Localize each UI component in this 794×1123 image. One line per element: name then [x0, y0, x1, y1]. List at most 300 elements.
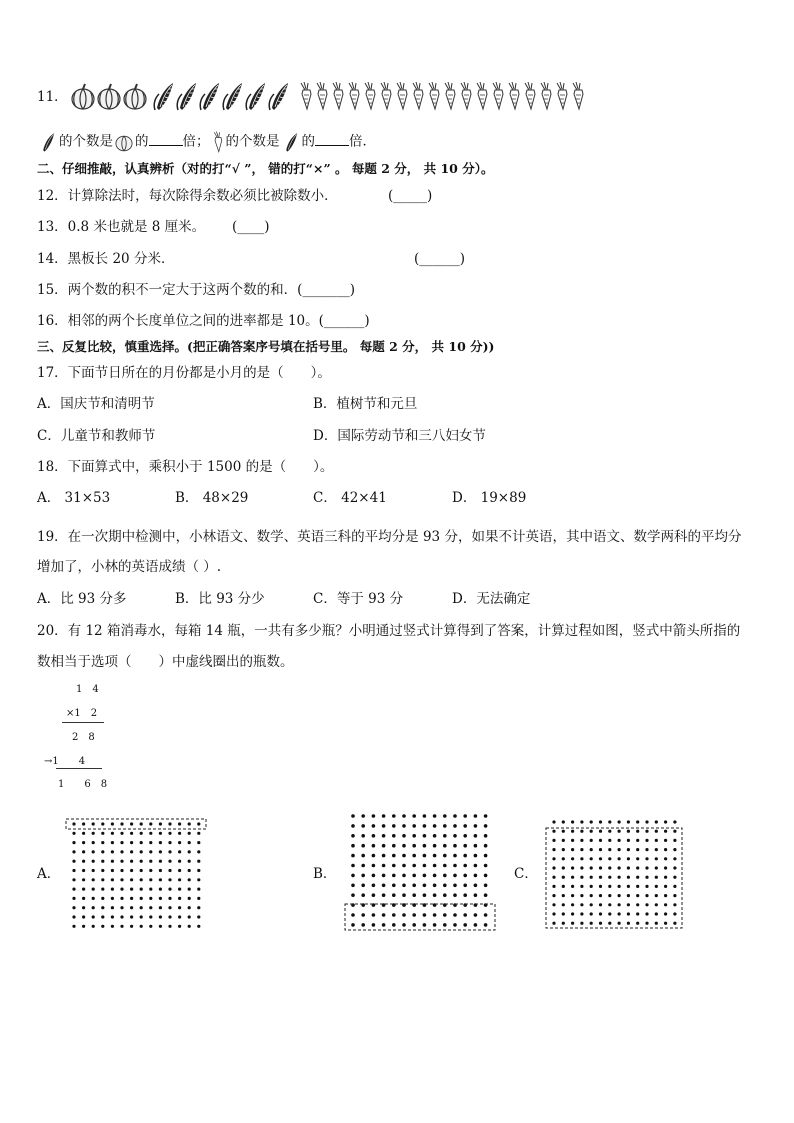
- bottle-dot: [372, 884, 376, 888]
- bottle-dot: [571, 848, 574, 851]
- q17-option-c[interactable]: C．儿童节和教师节: [37, 428, 156, 444]
- bottle-dot: [453, 923, 457, 927]
- bottle-dot: [627, 922, 630, 925]
- bottle-dot: [82, 850, 85, 853]
- bottle-dot: [72, 860, 75, 863]
- q18-option-b[interactable]: B． 48×29: [175, 490, 249, 506]
- bottle-dot: [443, 834, 447, 838]
- bottle-dot: [664, 922, 667, 925]
- bottle-dot: [608, 922, 611, 925]
- dashed-circle-bottom-rows: [345, 904, 495, 930]
- bottle-dot: [443, 893, 447, 897]
- q20-option-a-label[interactable]: A．: [37, 866, 61, 882]
- bottle-dot: [608, 885, 611, 888]
- bottle-dot: [188, 822, 191, 825]
- bottle-dot: [590, 848, 593, 851]
- bottle-dot: [120, 915, 123, 918]
- bottle-dot: [590, 885, 593, 888]
- q11-text-b: 的: [135, 133, 149, 150]
- bottle-dot: [484, 913, 488, 917]
- bottle-dot: [412, 874, 416, 878]
- bottle-dot: [608, 857, 611, 860]
- bottle-dot: [382, 854, 386, 858]
- q19-option-b[interactable]: B．比 93 分少: [175, 591, 265, 607]
- pumpkin-icon-row: [70, 82, 148, 112]
- bottle-dot: [645, 894, 648, 897]
- bottle-dot: [645, 885, 648, 888]
- corn-icon-row: [153, 80, 293, 112]
- bottle-dot: [412, 923, 416, 927]
- bottle-dot: [382, 874, 386, 878]
- bottle-dot: [412, 814, 416, 818]
- q18-option-c[interactable]: C． 42×41: [313, 490, 387, 506]
- bottle-dot: [636, 820, 639, 823]
- section2-title: 二、仔细推敲，认真辨析（对的打“√ ”， 错的打“×” 。 每题 2 分， 共 10 分）。: [37, 161, 494, 176]
- bottle-dot: [433, 874, 437, 878]
- bottle-dot: [159, 888, 162, 891]
- bottle-dot: [618, 885, 621, 888]
- bottle-dot: [590, 830, 593, 833]
- bottle-dot: [120, 869, 123, 872]
- dashed-circle-top-row: [66, 819, 206, 829]
- bottle-dot: [149, 915, 152, 918]
- bottle-dot: [82, 860, 85, 863]
- bottle-dot: [580, 848, 583, 851]
- q19-option-a[interactable]: A．比 93 分多: [37, 591, 127, 607]
- bottle-dot: [552, 903, 555, 906]
- bottle-dot: [168, 888, 171, 891]
- bottle-dot: [149, 850, 152, 853]
- bottle-dot: [372, 814, 376, 818]
- bottle-dot: [140, 860, 143, 863]
- bottle-dot: [101, 860, 104, 863]
- bottle-dot: [433, 913, 437, 917]
- bottle-dot: [92, 822, 95, 825]
- bottle-dot: [197, 897, 200, 900]
- bottle-dot: [178, 897, 181, 900]
- bottle-dot: [618, 922, 621, 925]
- bottle-dot: [178, 860, 181, 863]
- bottle-dot: [443, 923, 447, 927]
- bottle-dot: [140, 850, 143, 853]
- bottle-dot: [111, 925, 114, 928]
- bottle-dot: [72, 925, 75, 928]
- bottle-dot: [188, 897, 191, 900]
- bottle-dot: [72, 832, 75, 835]
- bottle-dot: [423, 884, 427, 888]
- bottle-dot: [484, 864, 488, 868]
- bottle-dot: [655, 839, 658, 842]
- bottle-dot: [82, 878, 85, 881]
- bottle-dot: [463, 913, 467, 917]
- calc-row-4: →1 4: [44, 756, 86, 767]
- bottle-dot: [82, 822, 85, 825]
- bottle-dot: [101, 925, 104, 928]
- bottle-dot: [149, 906, 152, 909]
- bottle-dot: [571, 830, 574, 833]
- bottle-dot: [443, 854, 447, 858]
- bottle-dot: [351, 814, 355, 818]
- bottle-dot: [664, 830, 667, 833]
- bottle-dot: [571, 839, 574, 842]
- bottle-dot: [361, 913, 365, 917]
- bottle-dot: [392, 884, 396, 888]
- bottle-dot: [571, 820, 574, 823]
- bottle-dot: [178, 925, 181, 928]
- q19-option-d[interactable]: D．无法确定: [452, 591, 531, 607]
- bottle-dot: [361, 874, 365, 878]
- carrot-icon-row: [298, 80, 598, 112]
- bottle-dot: [188, 888, 191, 891]
- bottle-dot: [599, 820, 602, 823]
- bottle-dot: [673, 903, 676, 906]
- bottle-dot: [580, 857, 583, 860]
- bottle-dot: [130, 860, 133, 863]
- bottle-dot: [552, 912, 555, 915]
- bottle-dot: [580, 866, 583, 869]
- bottle-dot: [130, 841, 133, 844]
- bottle-dot: [159, 841, 162, 844]
- calc-row-2: ×1 2: [66, 708, 98, 719]
- bottle-dot: [159, 915, 162, 918]
- bottle-dot: [197, 850, 200, 853]
- bottle-dot: [627, 885, 630, 888]
- bottle-dot: [178, 841, 181, 844]
- bottle-dot: [618, 820, 621, 823]
- bottle-dot: [636, 922, 639, 925]
- bottle-dot: [673, 894, 676, 897]
- bottle-dot: [423, 864, 427, 868]
- bottle-dot: [484, 893, 488, 897]
- bottle-dot: [627, 912, 630, 915]
- bottle-dot: [664, 885, 667, 888]
- bottle-dot: [599, 922, 602, 925]
- bottle-dot: [433, 824, 437, 828]
- bottle-dot: [463, 884, 467, 888]
- bottle-dot: [474, 854, 478, 858]
- q11-text-a: 的个数是: [59, 133, 113, 150]
- bottle-dot: [382, 844, 386, 848]
- bottle-dot: [197, 925, 200, 928]
- calc-row-1: 1 4: [76, 684, 99, 695]
- bottle-dot: [159, 897, 162, 900]
- bottle-dot: [402, 864, 406, 868]
- bottle-dot: [168, 850, 171, 853]
- bottle-dot: [580, 912, 583, 915]
- bottle-dot: [140, 897, 143, 900]
- corn-icon: [37, 131, 59, 153]
- bottle-dot: [120, 906, 123, 909]
- q20-text-line1: 20．有 12 箱消毒水，每箱 14 瓶，一共有多少瓶？小明通过竖式计算得到了答案，计算过程如图，竖式中箭头所指的: [37, 623, 741, 639]
- bottle-dot: [599, 876, 602, 879]
- bottle-dot: [372, 834, 376, 838]
- bottle-dot: [562, 885, 565, 888]
- bottle-dot: [82, 832, 85, 835]
- bottle-dot: [188, 841, 191, 844]
- bottle-dot: [372, 893, 376, 897]
- bottle-dot: [673, 857, 676, 860]
- bottle-dot: [463, 864, 467, 868]
- bottle-dot: [453, 913, 457, 917]
- bottle-dot: [608, 839, 611, 842]
- bottle-dot: [178, 888, 181, 891]
- q20-option-c-label[interactable]: C．: [514, 866, 538, 882]
- bottle-dot: [168, 906, 171, 909]
- bottle-dot: [178, 832, 181, 835]
- bottle-dot: [372, 913, 376, 917]
- bottle-dot: [571, 912, 574, 915]
- bottle-dot: [159, 869, 162, 872]
- dot-grid-option-b: [343, 808, 499, 932]
- bottle-dot: [392, 814, 396, 818]
- bottle-dot: [178, 906, 181, 909]
- bottle-dot: [474, 824, 478, 828]
- bottle-dot: [571, 876, 574, 879]
- bottle-dot: [618, 839, 621, 842]
- bottle-dot: [433, 834, 437, 838]
- q13-answer-paren[interactable]: (____): [232, 219, 270, 235]
- section3-title: 三、反复比较，慎重选择。(把正确答案序号填在括号里。 每题 2 分， 共 10 分)): [37, 339, 495, 354]
- bottle-dot: [453, 824, 457, 828]
- bottle-dot: [552, 894, 555, 897]
- bottle-dot: [351, 824, 355, 828]
- dot-grid-option-c: [544, 814, 686, 932]
- bottle-dot: [423, 874, 427, 878]
- bottle-dot: [130, 925, 133, 928]
- bottle-dot: [120, 925, 123, 928]
- bottle-dot: [72, 841, 75, 844]
- bottle-dot: [608, 876, 611, 879]
- bottle-dot: [562, 820, 565, 823]
- bottle-dot: [92, 897, 95, 900]
- bottle-dot: [463, 824, 467, 828]
- bottle-dot: [590, 922, 593, 925]
- bottle-dot: [149, 888, 152, 891]
- bottle-dot: [111, 822, 114, 825]
- bottle-dot: [580, 820, 583, 823]
- bottle-dot: [463, 844, 467, 848]
- q11-text-c: 倍；: [182, 133, 210, 150]
- bottle-dot: [484, 923, 488, 927]
- bottle-dot: [618, 876, 621, 879]
- bottle-dot: [197, 869, 200, 872]
- bottle-dot: [599, 866, 602, 869]
- bottle-dot: [655, 848, 658, 851]
- bottle-dot: [120, 888, 123, 891]
- bottle-dot: [92, 832, 95, 835]
- bottle-dot: [627, 866, 630, 869]
- bottle-dot: [552, 830, 555, 833]
- q11-text-f: 倍．: [349, 133, 376, 150]
- bottle-dot: [608, 866, 611, 869]
- bottle-dot: [664, 839, 667, 842]
- bottle-dot: [351, 834, 355, 838]
- bottle-dot: [443, 884, 447, 888]
- bottle-dot: [636, 903, 639, 906]
- bottle-dot: [361, 814, 365, 818]
- bottle-dot: [72, 850, 75, 853]
- bottle-dot: [361, 884, 365, 888]
- bottle-dot: [599, 839, 602, 842]
- bottle-dot: [608, 848, 611, 851]
- bottle-dot: [159, 878, 162, 881]
- bottle-dot: [599, 857, 602, 860]
- bottle-dot: [149, 832, 152, 835]
- bottle-dot: [92, 925, 95, 928]
- bottle-dot: [636, 857, 639, 860]
- bottle-dot: [453, 834, 457, 838]
- bottle-dot: [562, 912, 565, 915]
- bottle-dot: [636, 848, 639, 851]
- bottle-dot: [590, 857, 593, 860]
- bottle-dot: [351, 864, 355, 868]
- q14-answer-paren[interactable]: (______): [414, 251, 466, 267]
- q12-answer-paren[interactable]: (_____): [388, 188, 433, 204]
- bottle-dot: [188, 906, 191, 909]
- bottle-dot: [130, 906, 133, 909]
- bottle-dot: [474, 814, 478, 818]
- bottle-dot: [443, 824, 447, 828]
- bottle-dot: [562, 839, 565, 842]
- bottle-dot: [673, 912, 676, 915]
- bottle-dot: [111, 915, 114, 918]
- bottle-dot: [463, 854, 467, 858]
- q17-option-a[interactable]: A．国庆节和清明节: [37, 396, 155, 412]
- bottle-dot: [140, 915, 143, 918]
- q11-text-d: 的个数是: [225, 133, 280, 150]
- bottle-dot: [82, 915, 85, 918]
- bottle-dot: [599, 903, 602, 906]
- bottle-dot: [382, 834, 386, 838]
- bottle-dot: [140, 906, 143, 909]
- bottle-dot: [645, 857, 648, 860]
- q11-blank-1[interactable]: [149, 133, 183, 146]
- bottle-dot: [140, 822, 143, 825]
- dashed-circle-ten-rows: [546, 828, 682, 928]
- bottle-dot: [197, 878, 200, 881]
- bottle-dot: [372, 844, 376, 848]
- bottle-dot: [72, 822, 75, 825]
- bottle-dot: [636, 885, 639, 888]
- bottle-dot: [618, 912, 621, 915]
- bottle-dot: [552, 922, 555, 925]
- bottle-dot: [140, 925, 143, 928]
- q19-option-c[interactable]: C．等于 93 分: [313, 591, 404, 607]
- bottle-dot: [636, 894, 639, 897]
- q17-option-b[interactable]: B．植树节和元旦: [313, 396, 418, 412]
- q18-option-a[interactable]: A． 31×53: [37, 490, 111, 506]
- bottle-dot: [361, 864, 365, 868]
- bottle-dot: [351, 884, 355, 888]
- bottle-dot: [608, 912, 611, 915]
- q17-option-d[interactable]: D．国际劳动节和三八妇女节: [313, 428, 486, 444]
- bottle-dot: [443, 913, 447, 917]
- bottle-dot: [645, 839, 648, 842]
- bottle-dot: [484, 834, 488, 838]
- bottle-dot: [412, 913, 416, 917]
- bottle-dot: [188, 860, 191, 863]
- bottle-dot: [608, 830, 611, 833]
- bottle-dot: [101, 841, 104, 844]
- bottle-dot: [402, 884, 406, 888]
- bottle-dot: [664, 848, 667, 851]
- bottle-dot: [673, 820, 676, 823]
- bottle-dot: [580, 922, 583, 925]
- bottle-dot: [627, 820, 630, 823]
- bottle-dot: [453, 884, 457, 888]
- bottle-dot: [101, 869, 104, 872]
- bottle-dot: [655, 866, 658, 869]
- bottle-dot: [372, 874, 376, 878]
- bottle-dot: [361, 824, 365, 828]
- bottle-dot: [197, 915, 200, 918]
- bottle-dot: [618, 857, 621, 860]
- bottle-dot: [402, 923, 406, 927]
- bottle-dot: [168, 878, 171, 881]
- bottle-dot: [552, 839, 555, 842]
- bottle-dot: [636, 912, 639, 915]
- bottle-dot: [552, 885, 555, 888]
- bottle-dot: [351, 893, 355, 897]
- bottle-dot: [402, 854, 406, 858]
- bottle-dot: [140, 888, 143, 891]
- bottle-dot: [474, 844, 478, 848]
- calc-line-1: [62, 722, 104, 723]
- bottle-dot: [361, 834, 365, 838]
- bottle-dot: [361, 923, 365, 927]
- bottle-dot: [423, 814, 427, 818]
- bottle-dot: [111, 860, 114, 863]
- bottle-dot: [627, 839, 630, 842]
- bottle-dot: [159, 850, 162, 853]
- bottle-dot: [101, 832, 104, 835]
- bottle-dot: [645, 866, 648, 869]
- bottle-dot: [101, 850, 104, 853]
- bottle-dot: [580, 894, 583, 897]
- q18-option-d[interactable]: D． 19×89: [452, 490, 527, 506]
- q11-blank-2[interactable]: [315, 133, 349, 146]
- bottle-dot: [111, 850, 114, 853]
- bottle-dot: [655, 885, 658, 888]
- bottle-dot: [562, 866, 565, 869]
- bottle-dot: [82, 869, 85, 872]
- bottle-dot: [627, 830, 630, 833]
- bottle-dot: [159, 822, 162, 825]
- bottle-dot: [382, 864, 386, 868]
- bottle-dot: [608, 894, 611, 897]
- bottle-dot: [130, 822, 133, 825]
- bottle-dot: [608, 820, 611, 823]
- bottle-dot: [599, 848, 602, 851]
- bottle-dot: [474, 893, 478, 897]
- bottle-dot: [443, 864, 447, 868]
- bottle-dot: [463, 893, 467, 897]
- bottle-dot: [645, 876, 648, 879]
- bottle-dot: [552, 820, 555, 823]
- bottle-dot: [423, 923, 427, 927]
- bottle-dot: [627, 903, 630, 906]
- bottle-dot: [562, 903, 565, 906]
- bottle-dot: [580, 830, 583, 833]
- bottle-dot: [463, 874, 467, 878]
- q20-option-b-label[interactable]: B．: [313, 866, 337, 882]
- bottle-dot: [72, 878, 75, 881]
- bottle-dot: [645, 820, 648, 823]
- bottle-dot: [168, 915, 171, 918]
- bottle-dot: [188, 925, 191, 928]
- bottle-dot: [552, 876, 555, 879]
- bottle-dot: [120, 878, 123, 881]
